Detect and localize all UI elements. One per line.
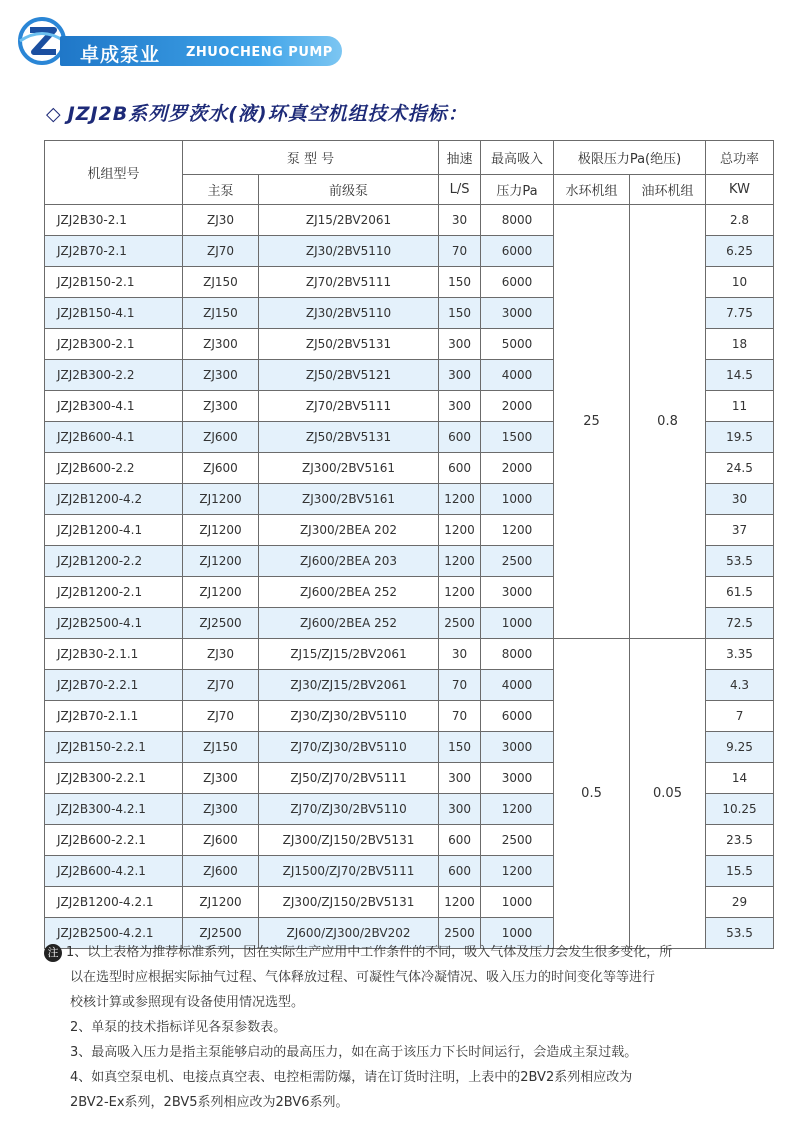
- cell-inlet-pressure: 2500: [481, 546, 554, 577]
- cell-inlet-pressure: 1200: [481, 515, 554, 546]
- cell-speed: 300: [439, 329, 481, 360]
- note-text: 以在选型时应根据实际抽气过程、气体释放过程、可凝性气体冷凝情况、吸入压力的时间变化等等进行: [70, 970, 656, 985]
- cell-main-pump: ZJ1200: [183, 484, 259, 515]
- cell-model: JZJ2B1200-4.1: [45, 515, 183, 546]
- cell-total-power: 11: [706, 391, 774, 422]
- cell-inlet-pressure: 6000: [481, 701, 554, 732]
- cell-total-power: 19.5: [706, 422, 774, 453]
- cell-speed: 300: [439, 794, 481, 825]
- cell-fore-pump: ZJ50/2BV5131: [259, 422, 439, 453]
- cell-inlet-pressure: 5000: [481, 329, 554, 360]
- cell-speed: 600: [439, 453, 481, 484]
- note-text: 2、单泵的技术指标详见各泵参数表。: [70, 1020, 287, 1035]
- cell-oil-ring-pressure: 0.05: [630, 639, 706, 949]
- header-speed-unit: L/S: [439, 175, 481, 205]
- notes-section: [44, 940, 774, 1115]
- cell-fore-pump: ZJ300/2BEA 202: [259, 515, 439, 546]
- cell-fore-pump: ZJ30/ZJ30/2BV5110: [259, 701, 439, 732]
- header-power-top: 总功率: [706, 141, 774, 175]
- cell-model: JZJ2B30-2.1.1: [45, 639, 183, 670]
- cell-inlet-pressure: 4000: [481, 360, 554, 391]
- cell-oil-ring-pressure: 0.8: [630, 205, 706, 639]
- cell-total-power: 9.25: [706, 732, 774, 763]
- cell-model: JZJ2B2500-4.2.1: [45, 918, 183, 949]
- cell-speed: 150: [439, 732, 481, 763]
- note-line: [44, 1040, 774, 1065]
- cell-model: JZJ2B1200-2.1: [45, 577, 183, 608]
- cell-main-pump: ZJ150: [183, 267, 259, 298]
- cell-model: JZJ2B600-2.2: [45, 453, 183, 484]
- cell-water-ring-pressure: 25: [554, 205, 630, 639]
- cell-speed: 1200: [439, 887, 481, 918]
- note-line: [44, 1090, 774, 1115]
- cell-fore-pump: ZJ600/2BEA 203: [259, 546, 439, 577]
- cell-fore-pump: ZJ30/2BV5110: [259, 298, 439, 329]
- cell-model: JZJ2B300-4.1: [45, 391, 183, 422]
- cell-total-power: 29: [706, 887, 774, 918]
- cell-inlet-pressure: 3000: [481, 298, 554, 329]
- cell-model: JZJ2B70-2.1: [45, 236, 183, 267]
- cell-main-pump: ZJ2500: [183, 918, 259, 949]
- cell-model: JZJ2B70-2.2.1: [45, 670, 183, 701]
- cell-model: JZJ2B1200-4.2: [45, 484, 183, 515]
- header-inlet-top: 最高吸入: [481, 141, 554, 175]
- cell-speed: 300: [439, 360, 481, 391]
- cell-inlet-pressure: 1000: [481, 887, 554, 918]
- brand-header: [18, 14, 338, 66]
- cell-speed: 600: [439, 856, 481, 887]
- cell-inlet-pressure: 3000: [481, 732, 554, 763]
- cell-total-power: 3.35: [706, 639, 774, 670]
- cell-speed: 2500: [439, 608, 481, 639]
- note-badge-icon: 注: [44, 944, 62, 962]
- header-fore-pump: 前级泵: [259, 175, 439, 205]
- table-row: [45, 205, 774, 236]
- cell-total-power: 14: [706, 763, 774, 794]
- header-oil-ring: 油环机组: [630, 175, 706, 205]
- cell-total-power: 61.5: [706, 577, 774, 608]
- diamond-icon: ◇: [46, 103, 62, 125]
- cell-total-power: 7.75: [706, 298, 774, 329]
- cell-main-pump: ZJ300: [183, 391, 259, 422]
- cell-fore-pump: ZJ600/ZJ300/2BV202: [259, 918, 439, 949]
- cell-fore-pump: ZJ50/2BV5121: [259, 360, 439, 391]
- cell-total-power: 24.5: [706, 453, 774, 484]
- cell-inlet-pressure: 2000: [481, 453, 554, 484]
- cell-speed: 2500: [439, 918, 481, 949]
- cell-model: JZJ2B300-4.2.1: [45, 794, 183, 825]
- cell-total-power: 53.5: [706, 918, 774, 949]
- cell-total-power: 10.25: [706, 794, 774, 825]
- table-row: [45, 639, 774, 670]
- cell-model: JZJ2B600-4.1: [45, 422, 183, 453]
- cell-total-power: 14.5: [706, 360, 774, 391]
- cell-main-pump: ZJ2500: [183, 608, 259, 639]
- cell-inlet-pressure: 6000: [481, 236, 554, 267]
- cell-main-pump: ZJ1200: [183, 515, 259, 546]
- note-text: 2BV2-Ex系列，2BV5系列相应改为2BV6系列。: [70, 1095, 349, 1110]
- cell-inlet-pressure: 1000: [481, 918, 554, 949]
- cell-fore-pump: ZJ30/2BV5110: [259, 236, 439, 267]
- cell-inlet-pressure: 2500: [481, 825, 554, 856]
- cell-main-pump: ZJ600: [183, 825, 259, 856]
- cell-model: JZJ2B70-2.1.1: [45, 701, 183, 732]
- cell-speed: 1200: [439, 484, 481, 515]
- cell-inlet-pressure: 3000: [481, 577, 554, 608]
- cell-inlet-pressure: 1200: [481, 856, 554, 887]
- cell-model: JZJ2B30-2.1: [45, 205, 183, 236]
- header-model: 机组型号: [45, 141, 183, 205]
- cell-fore-pump: ZJ300/ZJ150/2BV5131: [259, 887, 439, 918]
- cell-main-pump: ZJ300: [183, 360, 259, 391]
- cell-inlet-pressure: 8000: [481, 639, 554, 670]
- cell-inlet-pressure: 3000: [481, 763, 554, 794]
- cell-water-ring-pressure: 0.5: [554, 639, 630, 949]
- cell-fore-pump: ZJ70/2BV5111: [259, 267, 439, 298]
- cell-model: JZJ2B150-2.2.1: [45, 732, 183, 763]
- note-line: [44, 1065, 774, 1090]
- header-power-unit: KW: [706, 175, 774, 205]
- cell-main-pump: ZJ600: [183, 856, 259, 887]
- cell-total-power: 72.5: [706, 608, 774, 639]
- cell-main-pump: ZJ600: [183, 453, 259, 484]
- cell-speed: 600: [439, 825, 481, 856]
- cell-model: JZJ2B300-2.2.1: [45, 763, 183, 794]
- cell-speed: 1200: [439, 546, 481, 577]
- header-ultimate-pressure: 极限压力Pa(绝压): [554, 141, 706, 175]
- cell-fore-pump: ZJ50/ZJ70/2BV5111: [259, 763, 439, 794]
- cell-speed: 70: [439, 701, 481, 732]
- cell-fore-pump: ZJ600/2BEA 252: [259, 577, 439, 608]
- cell-speed: 300: [439, 763, 481, 794]
- cell-main-pump: ZJ70: [183, 236, 259, 267]
- cell-total-power: 15.5: [706, 856, 774, 887]
- cell-inlet-pressure: 2000: [481, 391, 554, 422]
- header-inlet-unit: 压力Pa: [481, 175, 554, 205]
- cell-total-power: 7: [706, 701, 774, 732]
- cell-main-pump: ZJ150: [183, 298, 259, 329]
- cell-speed: 1200: [439, 515, 481, 546]
- cell-total-power: 37: [706, 515, 774, 546]
- cell-model: JZJ2B600-4.2.1: [45, 856, 183, 887]
- cell-main-pump: ZJ1200: [183, 887, 259, 918]
- cell-main-pump: ZJ300: [183, 763, 259, 794]
- cell-total-power: 10: [706, 267, 774, 298]
- cell-inlet-pressure: 1000: [481, 484, 554, 515]
- cell-main-pump: ZJ1200: [183, 546, 259, 577]
- note-line: [44, 965, 774, 990]
- cell-total-power: 53.5: [706, 546, 774, 577]
- cell-main-pump: ZJ70: [183, 670, 259, 701]
- cell-fore-pump: ZJ1500/ZJ70/2BV5111: [259, 856, 439, 887]
- cell-speed: 150: [439, 267, 481, 298]
- header-main-pump: 主泵: [183, 175, 259, 205]
- cell-model: JZJ2B150-2.1: [45, 267, 183, 298]
- cell-model: JZJ2B150-4.1: [45, 298, 183, 329]
- cell-total-power: 2.8: [706, 205, 774, 236]
- cell-speed: 70: [439, 670, 481, 701]
- cell-inlet-pressure: 6000: [481, 267, 554, 298]
- header-water-ring: 水环机组: [554, 175, 630, 205]
- cell-speed: 300: [439, 391, 481, 422]
- cell-fore-pump: ZJ600/2BEA 252: [259, 608, 439, 639]
- cell-model: JZJ2B1200-4.2.1: [45, 887, 183, 918]
- cell-model: JZJ2B1200-2.2: [45, 546, 183, 577]
- cell-fore-pump: ZJ70/2BV5111: [259, 391, 439, 422]
- cell-fore-pump: ZJ300/ZJ150/2BV5131: [259, 825, 439, 856]
- cell-speed: 600: [439, 422, 481, 453]
- cell-main-pump: ZJ300: [183, 794, 259, 825]
- cell-main-pump: ZJ600: [183, 422, 259, 453]
- cell-fore-pump: ZJ50/2BV5131: [259, 329, 439, 360]
- cell-inlet-pressure: 1500: [481, 422, 554, 453]
- cell-main-pump: ZJ150: [183, 732, 259, 763]
- cell-fore-pump: ZJ15/ZJ15/2BV2061: [259, 639, 439, 670]
- cell-main-pump: ZJ300: [183, 329, 259, 360]
- note-line: [44, 990, 774, 1015]
- cell-model: JZJ2B300-2.2: [45, 360, 183, 391]
- cell-speed: 30: [439, 639, 481, 670]
- cell-inlet-pressure: 4000: [481, 670, 554, 701]
- cell-main-pump: ZJ30: [183, 639, 259, 670]
- cell-speed: 1200: [439, 577, 481, 608]
- cell-speed: 70: [439, 236, 481, 267]
- header-speed-top: 抽速: [439, 141, 481, 175]
- cell-total-power: 30: [706, 484, 774, 515]
- cell-fore-pump: ZJ70/ZJ30/2BV5110: [259, 794, 439, 825]
- cell-total-power: 6.25: [706, 236, 774, 267]
- note-line: [44, 940, 774, 965]
- cell-total-power: 18: [706, 329, 774, 360]
- cell-speed: 150: [439, 298, 481, 329]
- note-line: [44, 1015, 774, 1040]
- cell-inlet-pressure: 8000: [481, 205, 554, 236]
- note-text: 校核计算或参照现有设备使用情况选型。: [70, 995, 305, 1010]
- brand-name-cn: 卓成泵业: [80, 44, 161, 66]
- spec-table-body: [45, 205, 774, 949]
- cell-inlet-pressure: 1200: [481, 794, 554, 825]
- note-text: 4、如真空泵电机、电接点真空表、电控柜需防爆，请在订货时注明，上表中的2BV2系列相应改为: [70, 1070, 633, 1085]
- cell-main-pump: ZJ1200: [183, 577, 259, 608]
- page-title: ◇ JZJ2B系列罗茨水(液)环真空机组技术指标：: [46, 103, 468, 125]
- cell-main-pump: ZJ30: [183, 205, 259, 236]
- cell-fore-pump: ZJ15/2BV2061: [259, 205, 439, 236]
- note-text: 3、最高吸入压力是指主泵能够启动的最高压力，如在高于该压力下长时间运行，会造成主泵过载。: [70, 1045, 638, 1060]
- cell-fore-pump: ZJ70/ZJ30/2BV5110: [259, 732, 439, 763]
- cell-model: JZJ2B300-2.1: [45, 329, 183, 360]
- spec-table: [44, 140, 774, 949]
- cell-model: JZJ2B2500-4.1: [45, 608, 183, 639]
- cell-model: JZJ2B600-2.2.1: [45, 825, 183, 856]
- cell-total-power: 4.3: [706, 670, 774, 701]
- cell-main-pump: ZJ70: [183, 701, 259, 732]
- cell-fore-pump: ZJ30/ZJ15/2BV2061: [259, 670, 439, 701]
- cell-fore-pump: ZJ300/2BV5161: [259, 484, 439, 515]
- cell-inlet-pressure: 1000: [481, 608, 554, 639]
- brand-name-en: ZHUOCHENG PUMP: [186, 45, 333, 60]
- cell-total-power: 23.5: [706, 825, 774, 856]
- cell-speed: 30: [439, 205, 481, 236]
- header-pump-model: 泵 型 号: [183, 141, 439, 175]
- note-text: 1、以上表格为推荐标准系列，因在实际生产应用中工作条件的不同，吸入气体及压力会发生很多变化，所: [66, 945, 673, 960]
- cell-fore-pump: ZJ300/2BV5161: [259, 453, 439, 484]
